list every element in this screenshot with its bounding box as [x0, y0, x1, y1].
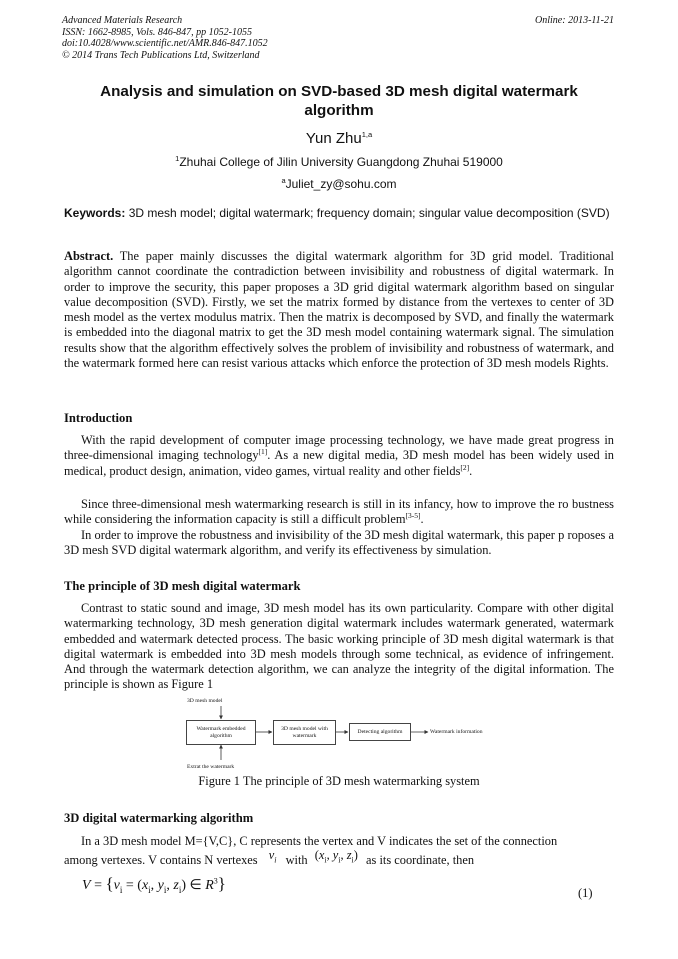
affiliation-text: Zhuhai College of Jilin University Guangdong Zhuhai 519000: [179, 155, 503, 169]
journal-name: Advanced Materials Research: [62, 15, 183, 26]
equation-number: (1): [578, 886, 593, 900]
affiliation-sup: 1: [175, 154, 180, 163]
copyright-line: © 2014 Trans Tech Publications Ltd, Switzerland: [62, 49, 260, 61]
coordinate-formula: ($x_i$, $y_i$, $z_i$): [314, 848, 358, 865]
section-algorithm: 3D digital watermarking algorithm: [64, 811, 254, 825]
abstract-label: Abstract.: [64, 249, 114, 263]
abstract-text: The paper mainly discusses the digital watermark algorithm for 3D grid model. Traditional algorithm cannot coordinate the contradiction between invisibility and robustness of digital watermark. In order to improve the security, this paper proposes a 3D grid digital watermark algorithm based on singular value decomposition (SVD). Firstly, we set the matrix formed by distance from the vertexes to center of 3D mesh model as the vertex modulus matrix. Then the matrix is decomposed by SVD, and finally the watermark is embedded into the diagonal matrix to get the 3D mesh model containing watermark signal. The simulation results show that the algorithm effectively solves the problem of invisibility and robustness of watermark, and the watermark formed here can resist various attacks which enforce the protection of 3D mesh models Rights.: [64, 249, 614, 371]
section-introduction: Introduction: [64, 411, 133, 425]
title-line-1: Analysis and simulation on SVD-based 3D mesh digital watermark: [100, 83, 578, 100]
issn-line: ISSN: 1662-8985, Vols. 846-847, pp 1052-1055: [62, 26, 252, 38]
intro-paragraph-3: In order to improve the robustness and invisibility of the 3D mesh digital watermark, this paper p roposes a 3D mesh SVD digital watermark algorithm, and verify its effectiveness by simulation.: [64, 528, 614, 558]
intro-paragraph-1: With the rapid development of computer image processing technology, we have made great progress in three-dimensional imaging technology[1]. As a new digital media, 3D mesh model has been widely used in medical, product design, animation, video games, virtual reality and other fields[2].: [64, 433, 614, 478]
principle-paragraph: Contrast to static sound and image, 3D mesh model has its own particularity. Compare with other digital watermarking technology, 3D mesh generation digital watermark includes watermark generated, watermark embedded and watermark detected process. The basic working principle of 3D mesh digital watermark is that digital watermark is embedded into 3D mesh models through some technical, as evidence of infringement. And through the watermark detection algorithm, we can analyze the integrity of the digital information. The principle is shown as Figure 1: [64, 601, 614, 692]
figure-box-mesh-with-watermark: 3D mesh model with watermark: [273, 720, 336, 745]
section-principle: The principle of 3D mesh digital watermark: [64, 579, 301, 593]
figure-output-label: Watermark information: [430, 729, 483, 735]
title-line-2: algorithm: [304, 102, 374, 119]
figure-box-embedded-algorithm: Watermark embedded algorithm: [186, 720, 256, 745]
intro-paragraph-2: Since three-dimensional mesh watermarking research is still in its infancy, how to improve the ro bustness while considering the information capacity is still a difficult problem[3-5].: [64, 497, 614, 527]
doi-line: doi:10.4028/www.scientific.net/AMR.846-847.1052: [62, 38, 268, 49]
email-sup: a: [281, 176, 286, 185]
online-date: Online: 2013-11-21: [535, 15, 614, 26]
citation-1: [1]: [258, 447, 268, 457]
vertex-symbol: $v_i$: [268, 848, 277, 865]
author-sup: 1,a: [361, 130, 373, 139]
figure-top-label: 3D mesh model: [187, 698, 223, 704]
author-name: Yun Zhu: [305, 130, 362, 147]
citation-3-5: [3-5]: [405, 511, 421, 521]
citation-2: [2]: [460, 462, 470, 472]
keywords-label: Keywords:: [64, 206, 126, 220]
figure-box-detecting-algorithm: Detecting algorithm: [349, 723, 411, 741]
figure-caption: Figure 1 The principle of 3D mesh watermarking system: [198, 774, 480, 788]
algorithm-paragraph-line-2: among vertexes. V contains N vertexes $v_i$ with ($x_i$, $y_i$, $z_i$) as its coordinate, then: [64, 848, 475, 867]
email-text: Juliet_zy@sohu.com: [285, 177, 397, 191]
algorithm-paragraph-line-1: In a 3D mesh model M={V,C}, C represents the vertex and V indicates the set of the connection: [81, 834, 558, 848]
equation-1: $V = \{v_i = (x_i$, $y_i$, $z_i$) ∈ $R^3$}: [82, 874, 226, 895]
figure-bottom-label: Extrat the watermark: [187, 764, 235, 770]
keywords-text: 3D mesh model; digital watermark; frequency domain; singular value decomposition (SVD): [125, 206, 610, 220]
